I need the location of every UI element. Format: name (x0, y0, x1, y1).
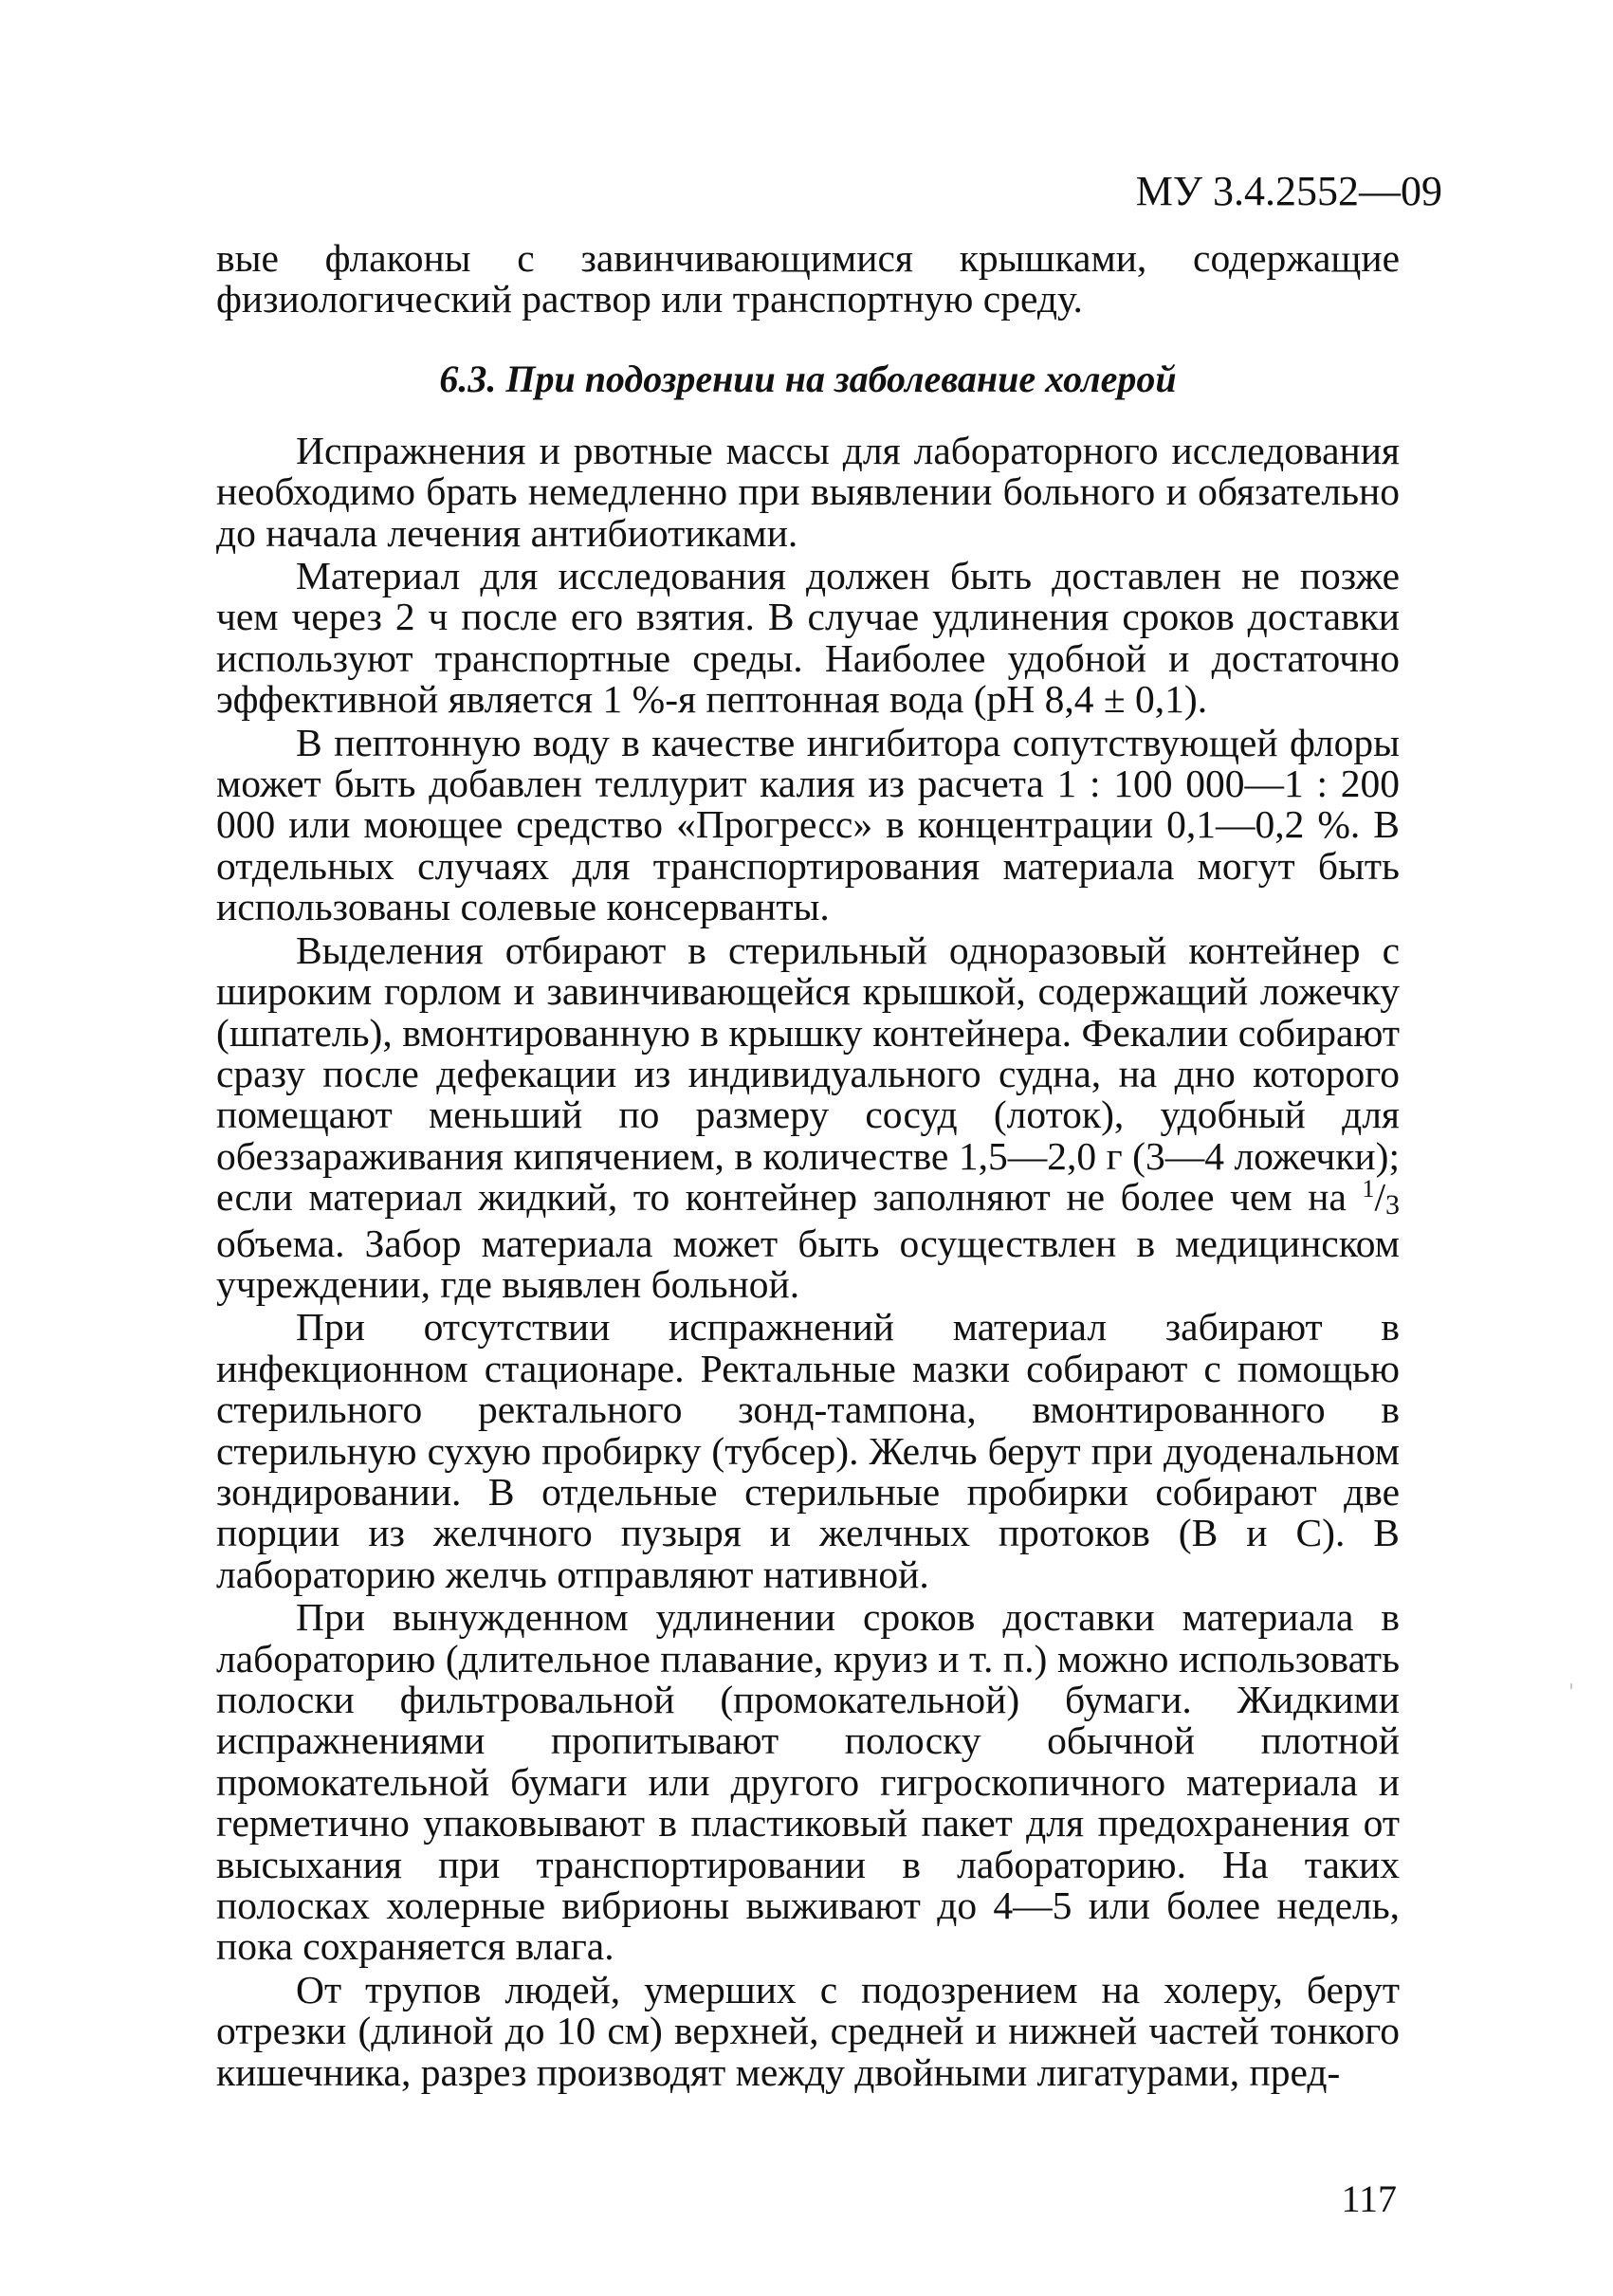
paragraph: В пептонную воду в качестве ингибитора сопутствующей флоры может быть добавлен теллурит калия из расчета 1 : 100 000—1 : 200 000 или моющее средство «Прогресс» в концентрации 0,1—0,2 %. В отдельных случаях для транспортирования материала могут быть использованы солевые консерванты. (216, 720, 1400, 929)
document-code-header: МУ 3.4.2552—09 (1135, 168, 1442, 214)
paragraph: От трупов людей, умерших с подозрением на холеру, берут отрезки (длиной до 10 см) верхней, средней и нижней частей тонкого кишечника, разрез производят между двойными лигатурами, пред- (216, 1967, 1400, 2094)
margin-mark (1570, 1683, 1572, 1689)
page-number: 117 (1341, 2177, 1397, 2220)
page-content (216, 238, 1400, 2093)
fraction-denominator: 3 (1385, 1189, 1400, 1221)
fraction-slash: / (1374, 1175, 1385, 1220)
section-title: 6.3. При подозрении на заболевание холерой (439, 357, 1177, 400)
paragraph-with-fraction (216, 930, 1400, 1306)
paragraph-text: Выделения отбирают в стерильный одноразовый контейнер с широким горлом и завинчивающейся крышкой, содержащий ложечку (шпатель), вмонтированную в крышку контейнера. Фекалии собирают сразу после дефекации из индивидуального судна, на дно которого помещают меньший по размеру сосуд (лоток), удобный для обеззараживания кипячением, в количестве 1,5—2,0 г (3—4 ложечки); если материал жидкий, то контейнер заполняют не более чем на (216, 928, 1400, 1220)
paragraph: Материал для исследования должен быть доставлен не позже чем через 2 ч после его взятия. В случае удлинения сроков доставки используют транспортные среды. Наиболее удобной и достаточно эффективной является 1 %-я пептонная вода (рН 8,4 ± 0,1). (216, 554, 1400, 722)
fraction-numerator: 1 (1362, 1175, 1375, 1203)
paragraph-text: объема. Забор материала может быть осуществлен в медицинском учреждении, где выявлен больной. (216, 1221, 1400, 1306)
paragraph: При вынужденном удлинении сроков доставки материала в лабораторию (длительное плавание, круиз и т. п.) можно использовать полоски фильтровальной (промокательной) бумаги. Жидкими испражнениями пропитывают полоску обычной плотной промокательной бумаги или другого гигроскопичного материала и герметично упаковывают в пластиковый пакет для предохранения от высыхания при транспортировании в лабораторию. На таких полосках холерные вибрионы выживают до 4—5 или более недель, пока сохраняется влага. (216, 1595, 1400, 1969)
paragraph: Испражнения и рвотные массы для лабораторного исследования необходимо брать немедленно при выявлении больного и обязательно до начала лечения антибиотиками. (216, 428, 1400, 555)
paragraph-continuation: вые флаконы с завинчивающимися крышками, содержащие физиологический раствор или транспортную среду. (216, 236, 1400, 321)
paragraph: При отсутствии испражнений материал забирают в инфекционном стационаре. Ректальные мазки собирают с помощью стерильного ректального зонд-тампона, вмонтированного в стерильную сухую пробирку (тубсер). Желчь берут при дуоденальном зондировании. В отдельные стерильные пробирки собирают две порции из желчного пузыря и желчных протоков (В и С). В лабораторию желчь отправляют нативной. (216, 1305, 1400, 1596)
